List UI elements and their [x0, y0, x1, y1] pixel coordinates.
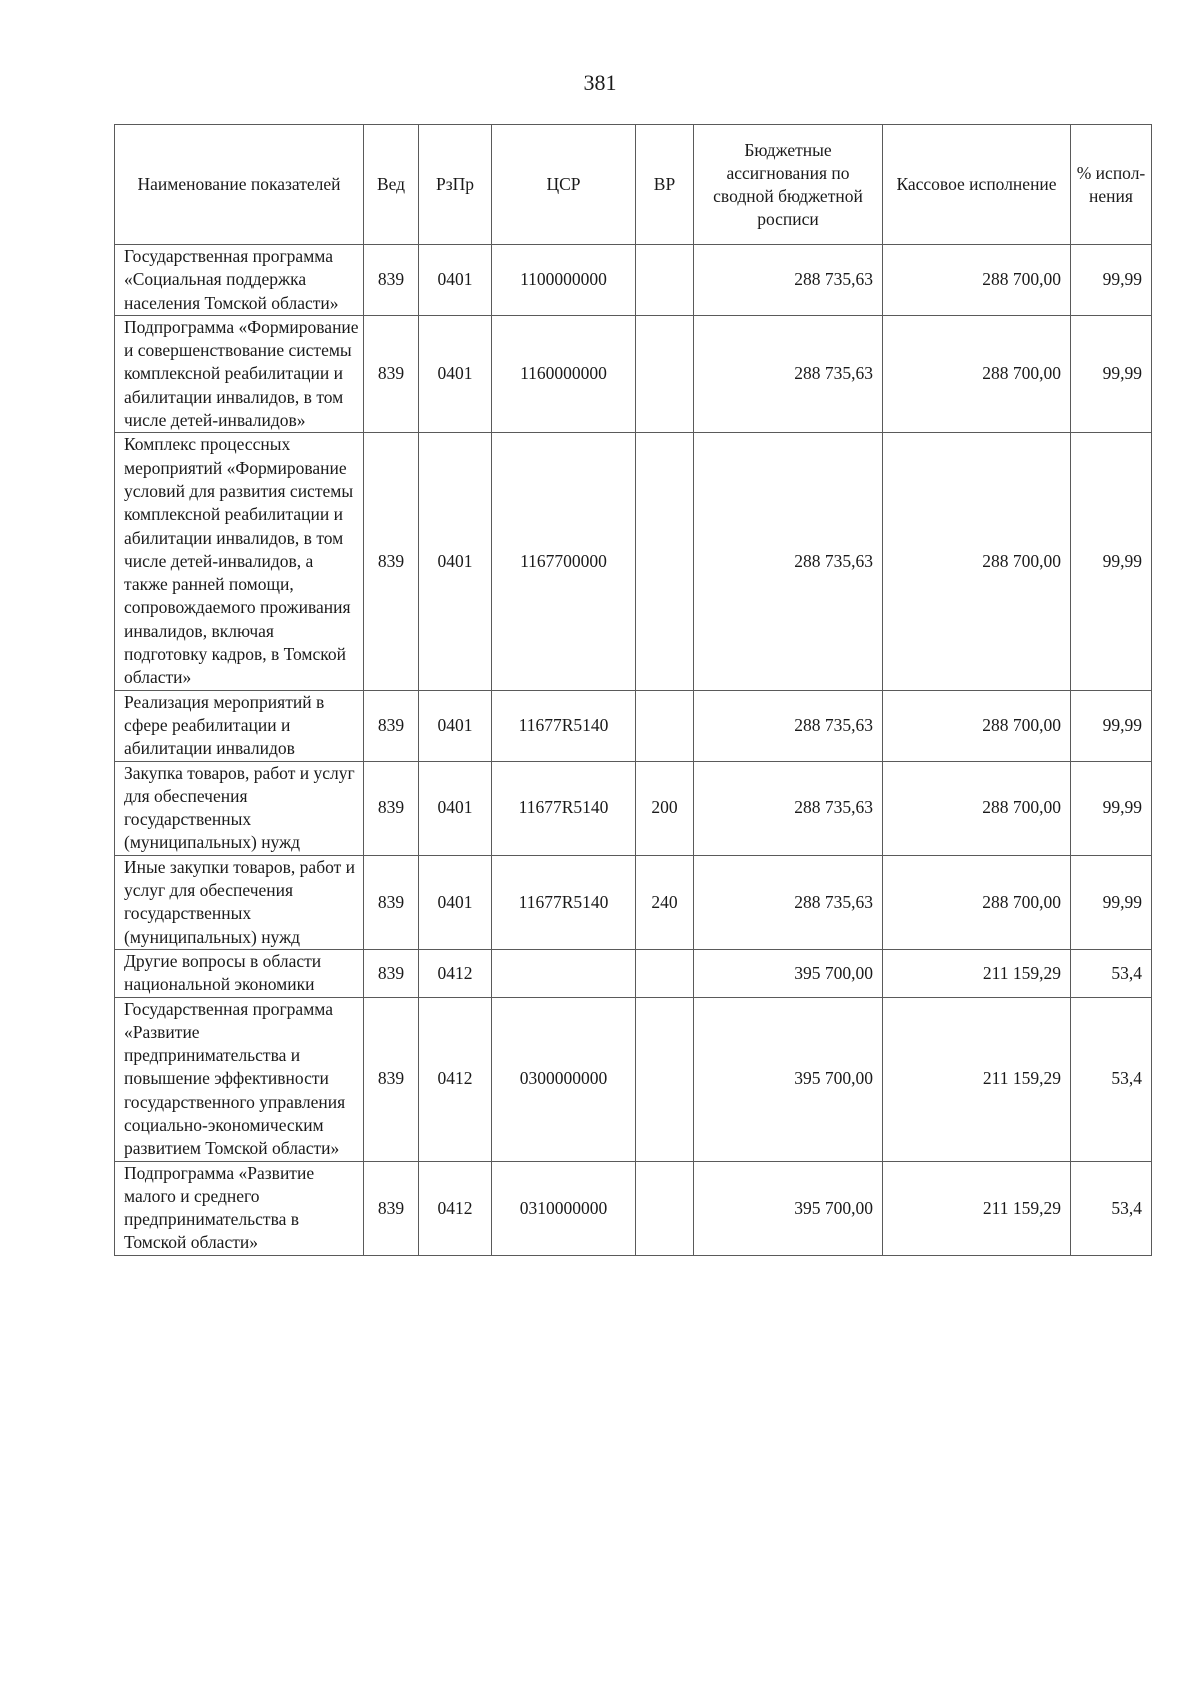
row-name: Государственная программа «Социальная поддержка населения Томской области»: [115, 245, 364, 316]
table-row: [115, 997, 1152, 1161]
row-name: Государственная программа «Развитие предпринимательства и повышение эффективности государственного управления социально-экономическим развитием Томской области»: [115, 997, 364, 1161]
header-rzpr: РзПр: [419, 125, 492, 245]
row-csr: 0310000000: [492, 1161, 636, 1255]
row-ved: 839: [364, 315, 419, 432]
row-rzpr: 0401: [419, 315, 492, 432]
row-rzpr: 0412: [419, 1161, 492, 1255]
row-rzpr: 0412: [419, 949, 492, 997]
table-row: [115, 315, 1152, 432]
row-csr: 0300000000: [492, 997, 636, 1161]
row-assigned: 288 735,63: [694, 433, 883, 690]
row-ved: 839: [364, 949, 419, 997]
row-rzpr: 0401: [419, 690, 492, 761]
row-executed: 288 700,00: [883, 690, 1071, 761]
row-rzpr: 0401: [419, 433, 492, 690]
table-row: [115, 761, 1152, 855]
header-assigned: Бюджетные ассигнования по сводной бюджетной росписи: [694, 125, 883, 245]
row-executed: 211 159,29: [883, 997, 1071, 1161]
row-assigned: 288 735,63: [694, 855, 883, 949]
row-name: Подпрограмма «Развитие малого и среднего предпринимательства в Томской области»: [115, 1161, 364, 1255]
row-percent: 53,4: [1071, 949, 1152, 997]
row-percent: 99,99: [1071, 761, 1152, 855]
row-vr: [636, 315, 694, 432]
row-assigned: 288 735,63: [694, 315, 883, 432]
row-csr: 1100000000: [492, 245, 636, 316]
table-row: [115, 433, 1152, 690]
row-executed: 288 700,00: [883, 855, 1071, 949]
table-row: [115, 245, 1152, 316]
row-vr: [636, 1161, 694, 1255]
row-assigned: 288 735,63: [694, 690, 883, 761]
row-name: Комплекс процессных мероприятий «Формирование условий для развития системы комплексной реабилитации и абилитации инвалидов, в том числе детей-инвалидов, а также ранней помощи, сопровождаемого проживания инвалидов, включая подготовку кадров, в Томской области»: [115, 433, 364, 690]
row-rzpr: 0412: [419, 997, 492, 1161]
table-header-row: [115, 125, 1152, 245]
header-csr: ЦСР: [492, 125, 636, 245]
row-name: Подпрограмма «Формирование и совершенствование системы комплексной реабилитации и абилитации инвалидов, в том числе детей-инвалидов»: [115, 315, 364, 432]
row-vr: [636, 245, 694, 316]
row-executed: 211 159,29: [883, 1161, 1071, 1255]
row-percent: 99,99: [1071, 245, 1152, 316]
row-assigned: 395 700,00: [694, 997, 883, 1161]
row-ved: 839: [364, 245, 419, 316]
row-percent: 99,99: [1071, 315, 1152, 432]
table-row: [115, 690, 1152, 761]
row-rzpr: 0401: [419, 245, 492, 316]
table-row: [115, 949, 1152, 997]
row-percent: 53,4: [1071, 997, 1152, 1161]
header-percent: % испол-нения: [1071, 125, 1152, 245]
table-row: [115, 855, 1152, 949]
row-vr: 240: [636, 855, 694, 949]
table-row: [115, 1161, 1152, 1255]
row-name: Иные закупки товаров, работ и услуг для обеспечения государственных (муниципальных) нужд: [115, 855, 364, 949]
row-executed: 288 700,00: [883, 761, 1071, 855]
row-assigned: 395 700,00: [694, 1161, 883, 1255]
row-vr: [636, 433, 694, 690]
row-assigned: 288 735,63: [694, 761, 883, 855]
row-name: Реализация мероприятий в сфере реабилитации и абилитации инвалидов: [115, 690, 364, 761]
row-executed: 288 700,00: [883, 245, 1071, 316]
row-vr: [636, 949, 694, 997]
row-csr: 11677R5140: [492, 690, 636, 761]
row-assigned: 288 735,63: [694, 245, 883, 316]
row-rzpr: 0401: [419, 855, 492, 949]
row-percent: 99,99: [1071, 690, 1152, 761]
header-ved: Вед: [364, 125, 419, 245]
row-percent: 53,4: [1071, 1161, 1152, 1255]
row-vr: [636, 997, 694, 1161]
row-executed: 211 159,29: [883, 949, 1071, 997]
row-rzpr: 0401: [419, 761, 492, 855]
row-executed: 288 700,00: [883, 315, 1071, 432]
row-ved: 839: [364, 761, 419, 855]
row-name: Закупка товаров, работ и услуг для обеспечения государственных (муниципальных) нужд: [115, 761, 364, 855]
row-percent: 99,99: [1071, 855, 1152, 949]
row-ved: 839: [364, 433, 419, 690]
row-csr: 1167700000: [492, 433, 636, 690]
budget-execution-table: [114, 124, 1152, 1256]
row-assigned: 395 700,00: [694, 949, 883, 997]
row-csr: 11677R5140: [492, 761, 636, 855]
row-csr: [492, 949, 636, 997]
row-vr: [636, 690, 694, 761]
header-vr: ВР: [636, 125, 694, 245]
row-csr: 1160000000: [492, 315, 636, 432]
row-ved: 839: [364, 997, 419, 1161]
row-vr: 200: [636, 761, 694, 855]
page-number: 381: [583, 70, 617, 95]
header-executed: Кассовое исполнение: [883, 125, 1071, 245]
row-ved: 839: [364, 690, 419, 761]
header-name: Наименование показателей: [115, 125, 364, 245]
row-csr: 11677R5140: [492, 855, 636, 949]
row-executed: 288 700,00: [883, 433, 1071, 690]
row-ved: 839: [364, 1161, 419, 1255]
row-ved: 839: [364, 855, 419, 949]
row-name: Другие вопросы в области национальной экономики: [115, 949, 364, 997]
row-percent: 99,99: [1071, 433, 1152, 690]
